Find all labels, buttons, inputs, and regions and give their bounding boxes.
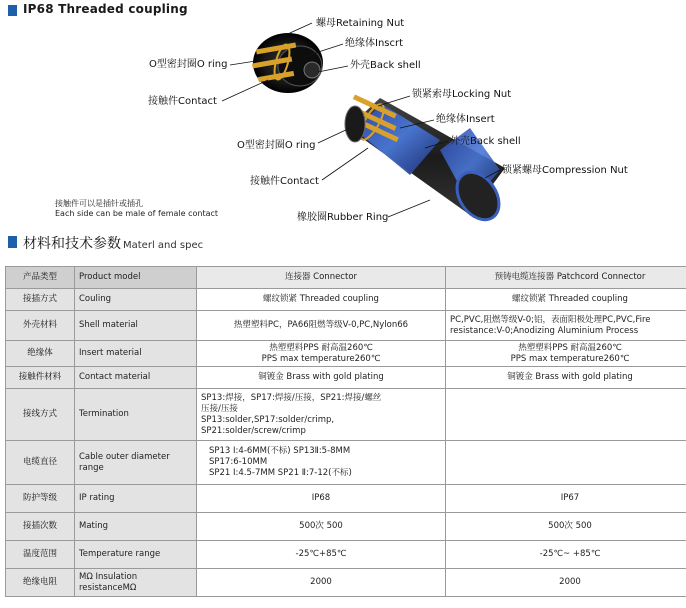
cell-line: 2000	[310, 577, 332, 587]
cell-line: 2000	[559, 577, 581, 587]
row-value-1	[197, 569, 446, 597]
header-col1: 连接器 Connector	[197, 267, 446, 289]
row-label-en: Insert material	[75, 341, 197, 367]
row-value-2	[446, 367, 686, 389]
cell-line: 500次 500	[299, 521, 343, 531]
row-value-2	[446, 389, 686, 441]
row-label-cn: 接插方式	[6, 289, 75, 311]
row-label-cn: 接插次数	[6, 513, 75, 541]
callout-rubber-ring: 橡胶圈Rubber Ring	[297, 212, 389, 223]
section-title	[23, 233, 203, 253]
row-label-cn: 接线方式	[6, 389, 75, 441]
cell-line: PPS max temperature260℃	[261, 353, 381, 364]
cell-line: 压接/压接	[201, 403, 238, 414]
row-label-cn: 电缆直径	[6, 441, 75, 485]
callout-insert-bottom: 绝缘体Insert	[436, 114, 495, 125]
callout-compression-nut: 锁紧螺母Compression Nut	[502, 165, 628, 176]
section-marker-icon	[8, 236, 17, 248]
row-value-1	[197, 341, 446, 367]
row-value-1	[197, 311, 446, 341]
row-value-2	[446, 289, 686, 311]
cell-line: -25℃~ +85℃	[539, 549, 601, 559]
row-label-en: Termination	[75, 389, 197, 441]
callout-back-shell-top: 外壳Back shell	[350, 60, 421, 71]
row-label-cn: 绝缘电阻	[6, 569, 75, 597]
cell-line: 铜镀金 Brass with gold plating	[258, 372, 384, 382]
row-value-2	[446, 485, 686, 513]
cell-line: SP13 Ⅰ:4-6MM(不标) SP13Ⅱ:5-8MM	[209, 446, 351, 456]
page-title: IP68 Threaded coupling	[23, 2, 188, 16]
callout-contact-top: 接触件Contact	[148, 96, 217, 107]
table-row	[6, 441, 686, 485]
callout-insert-top: 绝缘体Inscrt	[345, 38, 404, 49]
cell-line: PC,PVC,阻燃等级V-0;铝，表面阳极处理PC,PVC,Fire	[450, 314, 651, 325]
cell-line: PPS max temperature260℃	[510, 353, 630, 364]
header-col2: 预铸电缆连接器 Patchcord Connector	[446, 267, 686, 289]
row-label-en: MΩ Insulation resistanceMΩ	[75, 569, 197, 597]
row-label-cn: 防护等级	[6, 485, 75, 513]
cell-line: IP68	[311, 493, 331, 503]
row-label-en: Temperature range	[75, 541, 197, 569]
table-row	[6, 341, 686, 367]
section-title-cn: 材料和技术参数	[23, 236, 121, 252]
row-value-1	[197, 289, 446, 311]
header-en: Product model	[75, 267, 197, 289]
cell-line: SP21 Ⅰ:4.5-7MM SP21 Ⅱ:7-12(不标)	[209, 468, 352, 478]
row-value-2	[446, 311, 686, 341]
cell-line: -25℃+85℃	[295, 549, 347, 559]
row-value-1	[197, 441, 446, 485]
table-row	[6, 389, 686, 441]
row-value-1	[197, 367, 446, 389]
row-label-cn: 绝缘体	[6, 341, 75, 367]
row-label-en: Mating	[75, 513, 197, 541]
cell-line: SP21:solder/screw/crimp	[201, 425, 306, 436]
row-label-en: Shell material	[75, 311, 197, 341]
callout-retaining-nut: 螺母Retaining Nut	[316, 18, 405, 29]
cell-line: SP13:solder,SP17:solder/crimp,	[201, 414, 335, 425]
cell-line: IP67	[560, 493, 580, 503]
row-value-1	[197, 541, 446, 569]
top-connector-drawing	[252, 33, 323, 93]
row-label-en: Contact material	[75, 367, 197, 389]
section-title-en: Materl and spec	[123, 240, 204, 251]
row-value-2	[446, 569, 686, 597]
callout-o-ring-bottom: O型密封圈O ring	[237, 140, 316, 151]
table-row	[6, 367, 686, 389]
callout-back-shell-bottom: 外壳Back shell	[450, 136, 521, 147]
table-header-row	[6, 267, 686, 289]
cell-line: 热塑塑料PC，PA66阻燃等级V-0,PC,Nylon66	[233, 320, 409, 330]
cell-line: 螺纹锁紧 Threaded coupling	[263, 294, 379, 304]
row-value-1	[197, 389, 446, 441]
cell-line: resistance:V-0;Anodizing Aluminium Process	[450, 325, 639, 336]
spec-table	[5, 266, 686, 597]
cell-line: 热塑塑料PPS 耐高温260℃	[269, 342, 373, 353]
row-label-en: Couling	[75, 289, 197, 311]
callout-o-ring-top: O型密封圈O ring	[149, 59, 228, 70]
table-row	[6, 289, 686, 311]
row-value-2	[446, 541, 686, 569]
table-row	[6, 513, 686, 541]
row-value-2	[446, 441, 686, 485]
note-cn: 接触件可以是插针或插孔	[55, 199, 143, 208]
row-label-cn: 温度范围	[6, 541, 75, 569]
row-label-cn: 外壳材料	[6, 311, 75, 341]
table-row	[6, 569, 686, 597]
row-label-en: IP rating	[75, 485, 197, 513]
table-row	[6, 541, 686, 569]
row-value-1	[197, 485, 446, 513]
cell-line: 500次 500	[548, 521, 592, 531]
row-label-cn: 接触件材料	[6, 367, 75, 389]
table-row	[6, 311, 686, 341]
header-cn: 产品类型	[6, 267, 75, 289]
cell-line: SP17:6-10MM	[209, 457, 268, 467]
cell-line: 螺纹锁紧 Threaded coupling	[512, 294, 628, 304]
cell-line: 热塑塑料PPS 耐高温260℃	[518, 342, 622, 353]
cell-line: SP13:焊接，SP17:焊接/压接，SP21:焊接/螺丝	[201, 392, 382, 403]
note-en: Each side can be male of female contact	[55, 209, 219, 218]
row-value-1	[197, 513, 446, 541]
table-row	[6, 485, 686, 513]
callout-locking-nut: 锁紧索母Locking Nut	[412, 89, 512, 100]
row-label-en: Cable outer diameter range	[75, 441, 197, 485]
callout-contact-bottom: 接触件Contact	[250, 176, 319, 187]
row-value-2	[446, 341, 686, 367]
row-value-2	[446, 513, 686, 541]
cell-line: 铜镀金 Brass with gold plating	[507, 372, 633, 382]
